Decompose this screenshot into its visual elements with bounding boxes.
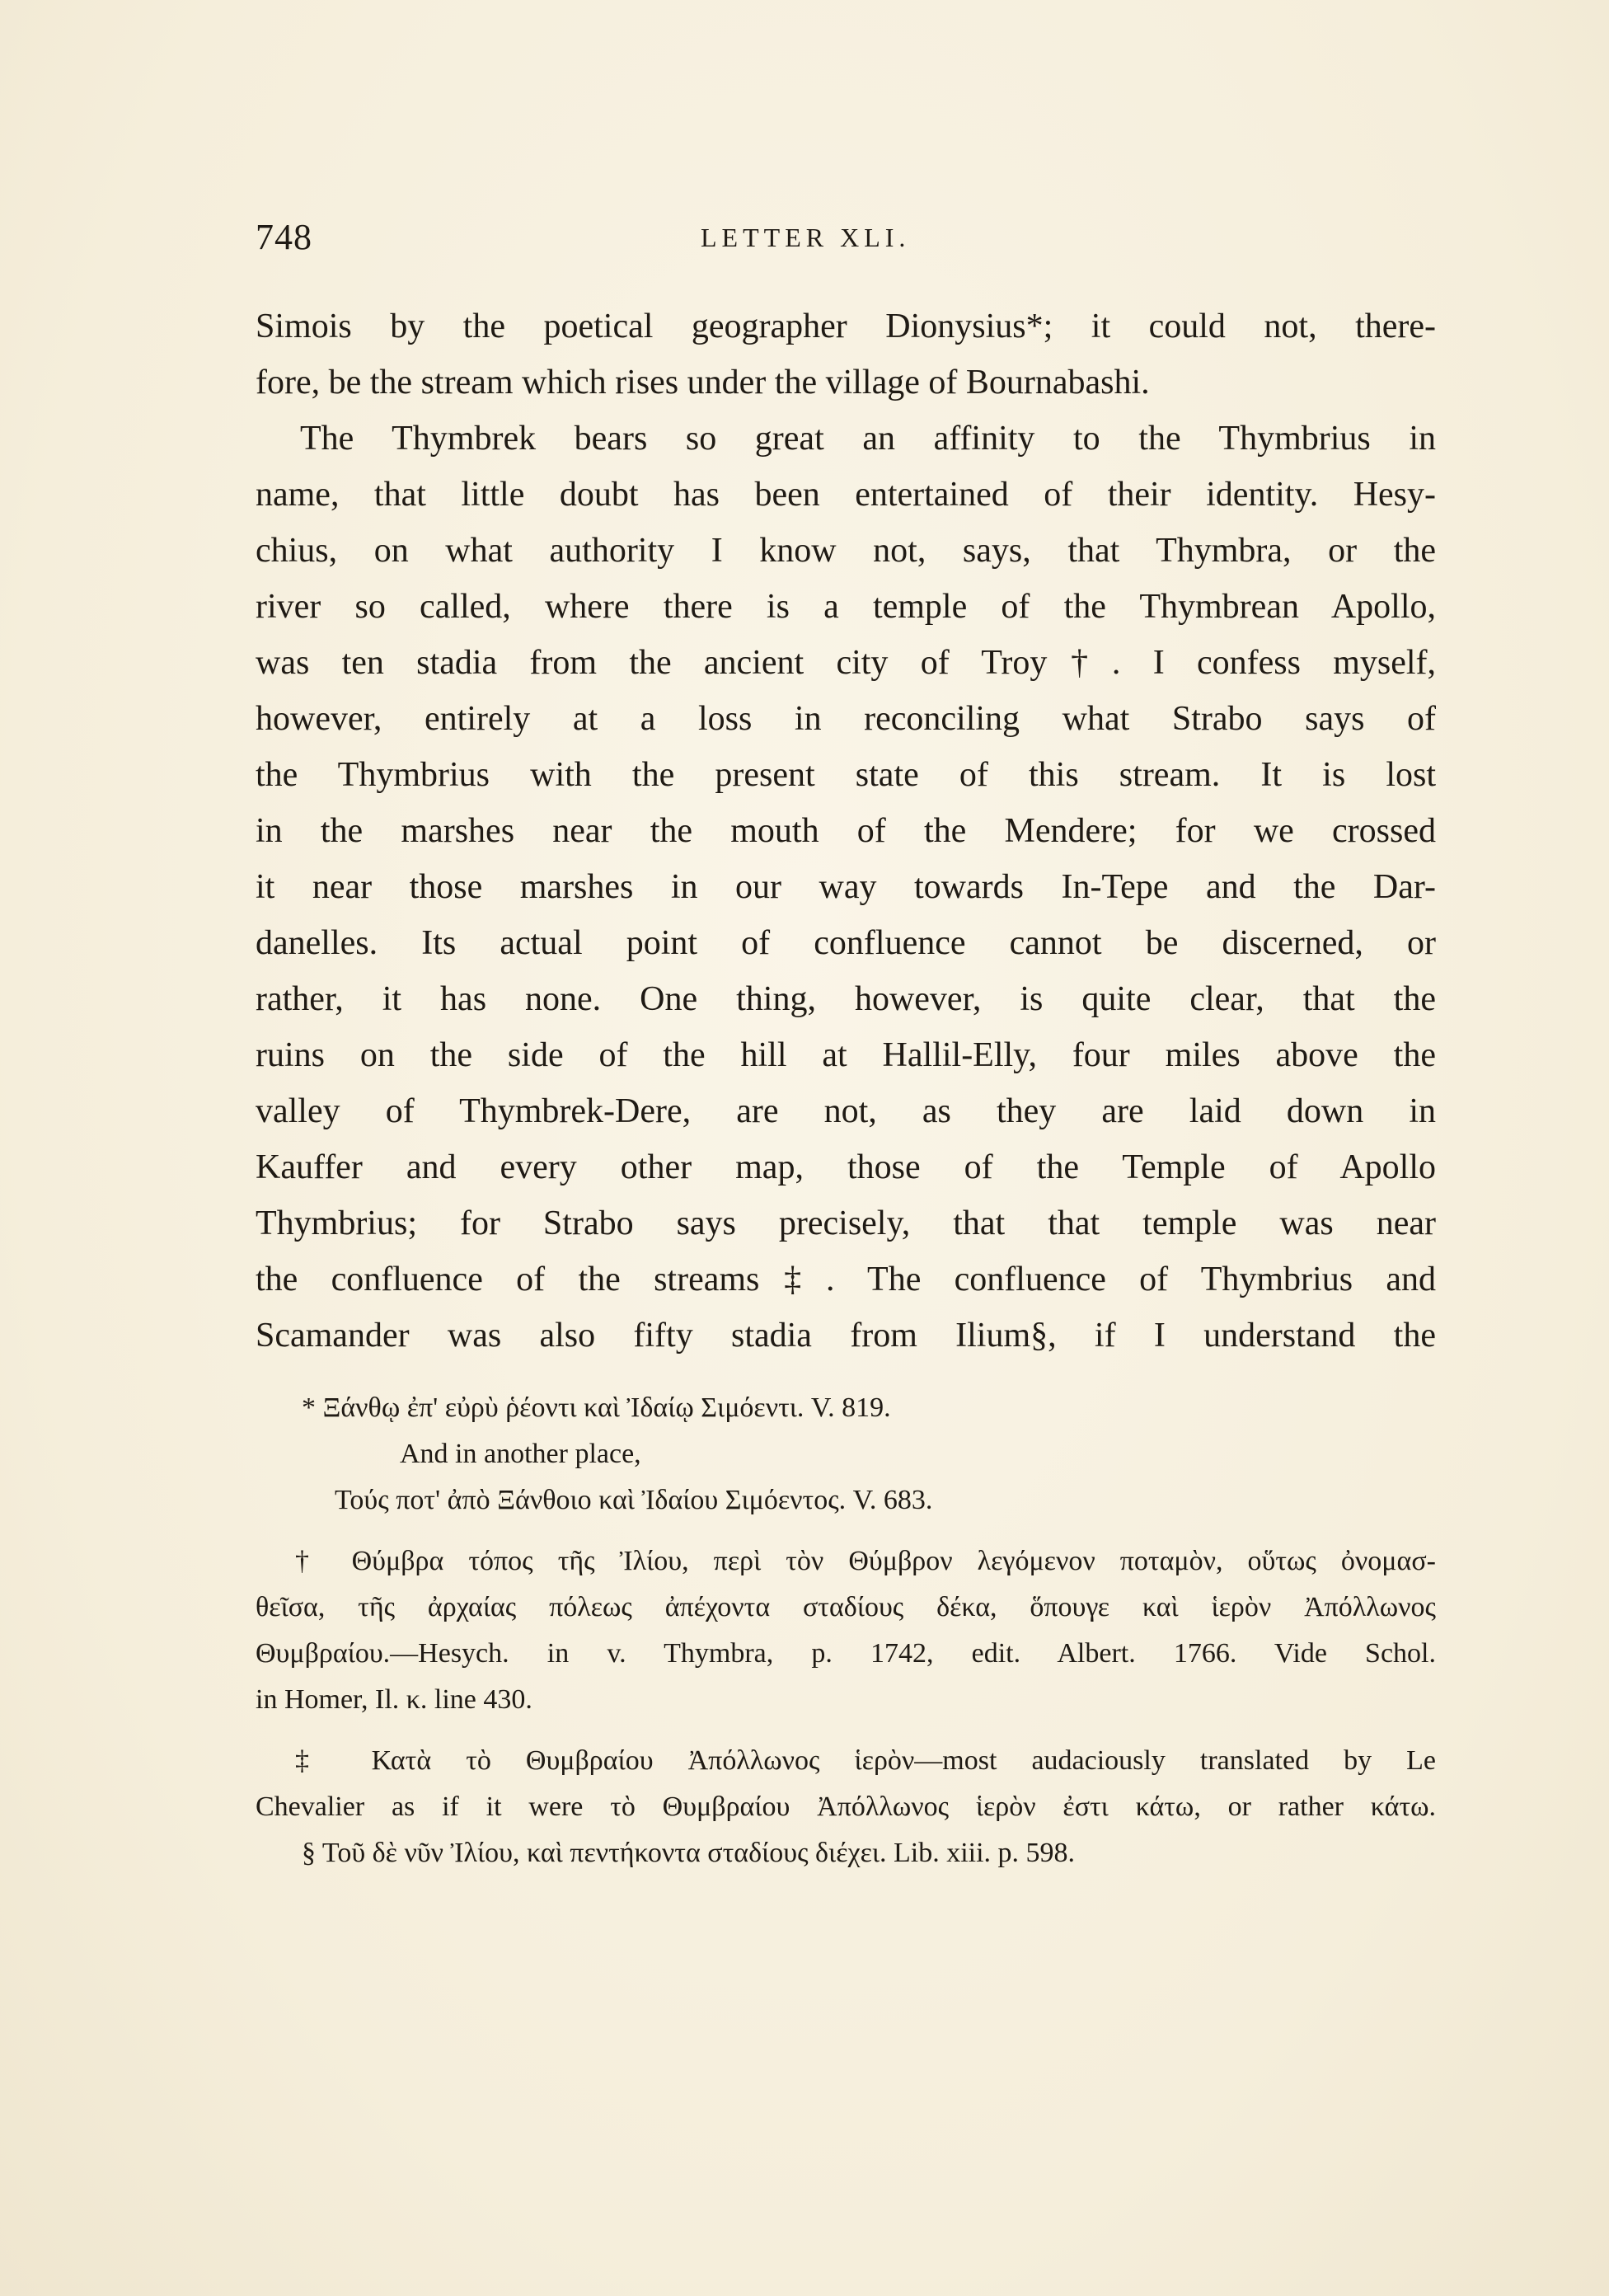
body-line: the Thymbrius with the present state of this stream. It is lost <box>256 756 1436 794</box>
body-line: rather, it has none. One thing, however, is quite clear, that the <box>256 980 1436 1018</box>
body-text <box>256 298 1436 1364</box>
footnote-spacer <box>256 1723 1436 1738</box>
body-line: The Thymbrek bears so great an affinity to the Thymbrius in <box>300 420 1436 458</box>
body-line: the confluence of the streams‡. The confluence of Thymbrius and <box>256 1261 1436 1298</box>
footnote-4-line-1: § Τοῦ δὲ νῦν Ἰλίου, καὶ πεντήκοντα σταδίους διέχει. Lib. xiii. p. 598. <box>302 1838 1076 1868</box>
body-line: ruins on the side of the hill at Hallil-Elly, four miles above the <box>256 1036 1436 1074</box>
body-line: Thymbrius; for Strabo says precisely, that that temple was near <box>256 1204 1436 1242</box>
body-line: river so called, where there is a temple of the Thymbrean Apollo, <box>256 588 1436 626</box>
body-line: was ten stadia from the ancient city of Troy†. I confess myself, <box>256 644 1436 682</box>
body-line: Kauffer and every other map, those of the Temple of Apollo <box>256 1148 1436 1186</box>
footnote-3-line-1: ‡ Κατὰ τὸ Θυμβραίου Ἀπόλλωνος ἱερὸν—most audaciously translated by Le <box>295 1745 1436 1776</box>
body-line: it near those marshes in our way towards In-Tepe and the Dar- <box>256 868 1436 906</box>
body-line: valley of Thymbrek-Dere, are not, as they are laid down in <box>256 1092 1436 1130</box>
body-line: Scamander was also fifty stadia from Ilium§, if I understand the <box>256 1317 1436 1355</box>
body-line: fore, be the stream which rises under the village of Bournabashi. <box>256 364 1150 401</box>
body-line: in the marshes near the mouth of the Mendere; for we crossed <box>256 812 1436 850</box>
page-number: 748 <box>256 217 312 257</box>
footnote-1-line-2: And in another place, <box>400 1439 641 1469</box>
footnote-3-line-2: Chevalier as if it were τὸ Θυμβραίου Ἀπόλλωνος ἱερὸν ἐστι κάτω, or rather κάτω. <box>256 1791 1436 1822</box>
footnote-spacer <box>256 1524 1436 1538</box>
footnote-1-line-3: Τούς ποτ' ἀπὸ Ξάνθοιο καὶ Ἰδαίου Σιμόεντος. V. 683. <box>335 1485 933 1515</box>
running-head: LETTER XLI. <box>701 223 911 252</box>
body-line: chius, on what authority I know not, says, that Thymbra, or the <box>256 532 1436 570</box>
body-line: however, entirely at a loss in reconciling what Strabo says of <box>256 700 1436 738</box>
footnote-2-line-3: Θυμβραίου.—Hesych. in v. Thymbra, p. 1742, edit. Albert. 1766. Vide Schol. <box>256 1638 1436 1669</box>
footnotes <box>256 1385 1436 1876</box>
footnote-2-line-1: † Θύμβρα τόπος τῆς Ἰλίου, περὶ τὸν Θύμβρον λεγόμενον ποταμὸν, οὕτως ὀνομασ- <box>295 1546 1436 1576</box>
body-line: name, that little doubt has been entertained of their identity. Hesy- <box>256 476 1436 514</box>
body-line: danelles. Its actual point of confluence cannot be discerned, or <box>256 924 1436 962</box>
footnote-2-line-2: θεῖσα, τῆς ἀρχαίας πόλεως ἀπέχοντα σταδίους δέκα, ὅπουγε καὶ ἱερὸν Ἀπόλλωνος <box>256 1592 1436 1622</box>
body-line: Simois by the poetical geographer Dionysius*; it could not, there- <box>256 308 1436 345</box>
footnote-1-line-1: * Ξάνθῳ ἐπ' εὐρὺ ῥέοντι καὶ Ἰδαίῳ Σιμόεντι. V. 819. <box>302 1392 891 1423</box>
footnote-2-line-4: in Homer, Il. κ. line 430. <box>256 1684 532 1715</box>
page-header <box>256 216 1434 265</box>
